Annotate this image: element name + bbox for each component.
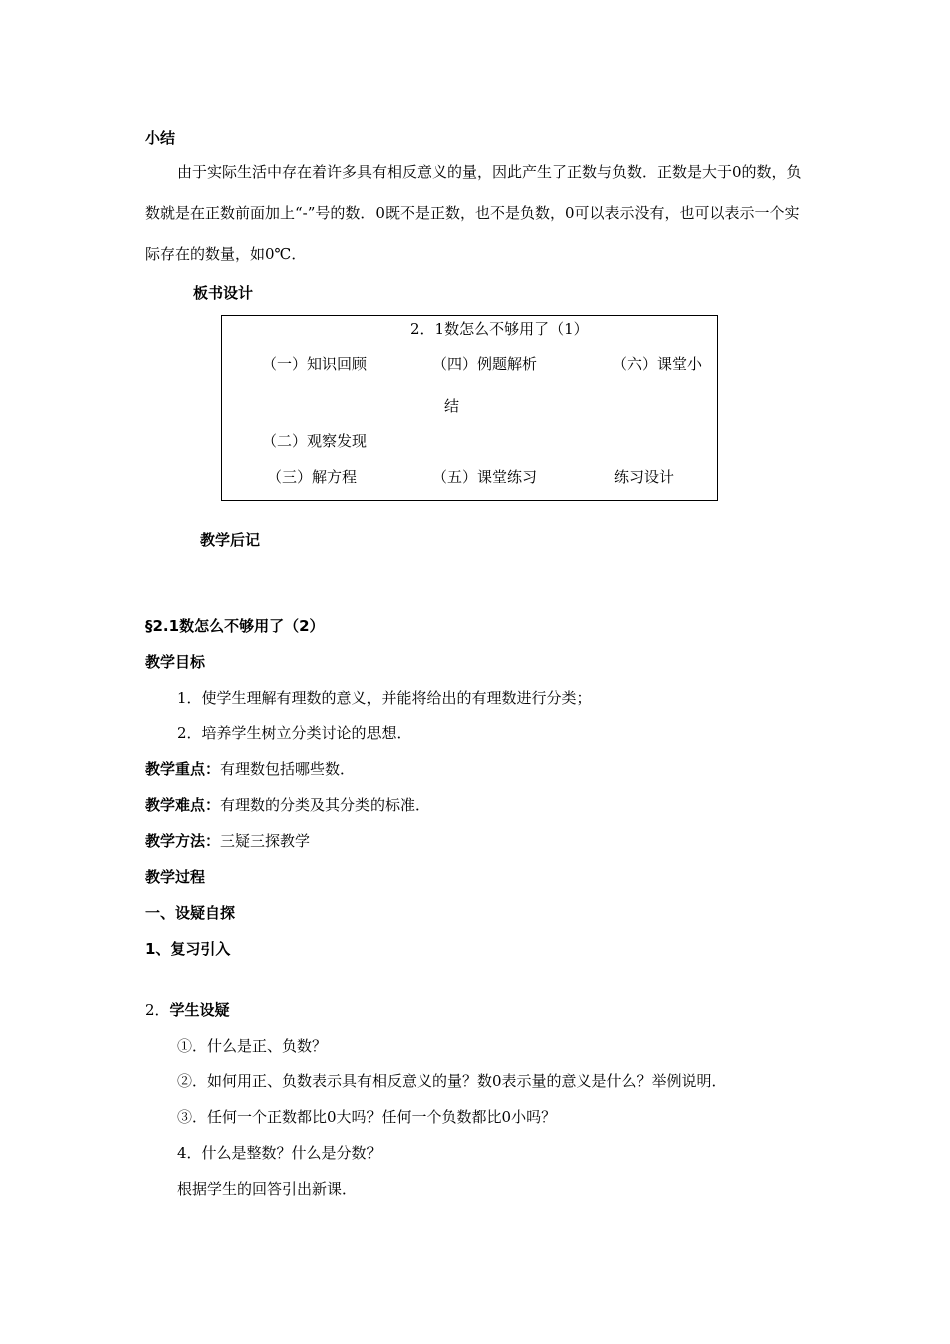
board-design-box — [221, 315, 718, 501]
afterword-heading: 教学后记 — [200, 531, 261, 549]
method-text: 三疑三探教学 — [220, 832, 311, 850]
step-label: 学生设疑 — [169, 1001, 230, 1019]
board-item-knowledge-review: （一）知识回顾 — [262, 355, 368, 373]
key-point-label: 教学重点： — [145, 760, 221, 778]
board-design-heading: 板书设计 — [193, 284, 254, 302]
goal-item: 2．培养学生树立分类讨论的思想． — [177, 724, 412, 742]
board-item-example-analysis: （四）例题解析 — [432, 355, 538, 373]
question-item: ③．任何一个正数都比0大吗？任何一个负数都比0小吗？ — [177, 1108, 557, 1126]
step-student-questions — [145, 1000, 230, 1020]
question-item: ①．什么是正、负数？ — [177, 1037, 328, 1055]
board-item-class-practice: （五）课堂练习 — [432, 468, 538, 486]
goal-item: 1．使学生理解有理数的意义，并能将给出的有理数进行分类； — [177, 689, 592, 707]
step-review-intro: 1、复习引入 — [145, 940, 231, 958]
key-point-line — [145, 759, 355, 779]
summary-heading: 小结 — [145, 129, 176, 147]
question-item: ②．如何用正、负数表示具有相反意义的量？数0表示量的意义是什么？举例说明． — [177, 1072, 727, 1090]
board-item-solve-equation: （三）解方程 — [267, 468, 358, 486]
board-item-class-summary-cont: 结 — [444, 397, 460, 415]
summary-paragraph — [145, 152, 810, 275]
closing-text: 根据学生的回答引出新课． — [177, 1180, 358, 1198]
method-line — [145, 831, 310, 851]
step-number: 2． — [145, 1001, 170, 1019]
difficulty-line — [145, 795, 430, 815]
summary-paragraph-text: 由于实际生活中存在着许多具有相反意义的量，因此产生了正数与负数．正数是大于0的数，负数就是在正数前面加上“-”号的数．0既不是正数，也不是负数，0可以表示没有，也可以表示一个实际存在的数量，如0℃． — [145, 163, 802, 263]
board-item-observe-discover: （二）观察发现 — [262, 432, 368, 450]
goals-heading: 教学目标 — [145, 653, 206, 671]
question-item: 4．什么是整数？什么是分数？ — [177, 1144, 382, 1162]
difficulty-label: 教学难点： — [145, 796, 221, 814]
difficulty-text: 有理数的分类及其分类的标准． — [220, 796, 431, 814]
process-heading: 教学过程 — [145, 868, 206, 886]
board-item-exercise-design: 练习设计 — [614, 468, 675, 486]
method-label: 教学方法： — [145, 832, 221, 850]
section-self-explore: 一、设疑自探 — [145, 904, 236, 922]
lesson2-title: §2.1数怎么不够用了（2） — [145, 617, 325, 635]
board-title: 2．1数怎么不够用了（1） — [410, 320, 589, 338]
board-item-class-summary: （六）课堂小 — [612, 355, 703, 373]
key-point-text: 有理数包括哪些数． — [220, 760, 356, 778]
